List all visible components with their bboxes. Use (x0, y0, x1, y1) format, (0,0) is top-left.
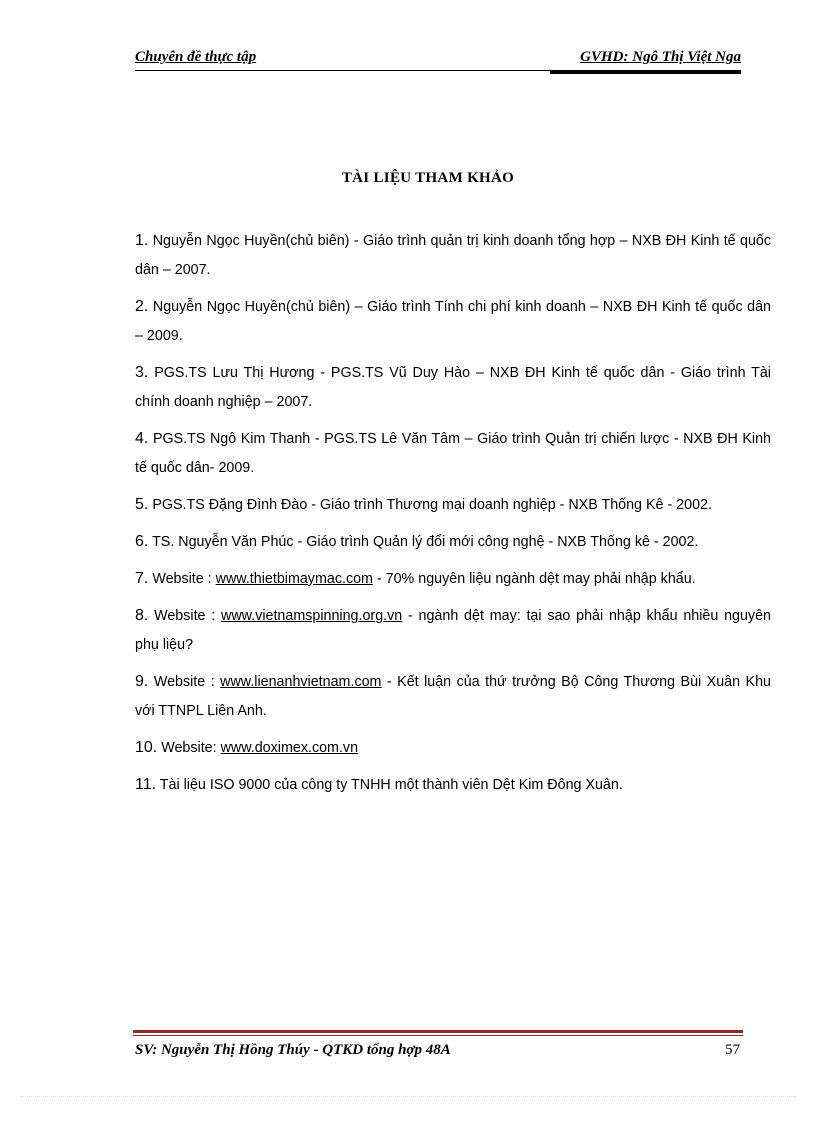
reference-item (135, 667, 771, 726)
reference-text: PGS.TS Lưu Thị Hương - PGS.TS Vũ Duy Hào – NXB ĐH Kinh tế quốc dân - Giáo trình Tài chính doanh nghiệp – 2007. (135, 365, 771, 410)
header-left-text: Chuyên đề thực tập (135, 49, 257, 65)
header-right-text: GVHD: Ngô Thị Việt Nga (580, 49, 741, 65)
reference-link[interactable]: www.doximex.com.vn (220, 740, 359, 756)
reference-text: PGS.TS Ngô Kim Thanh - PGS.TS Lê Văn Tâm – Giáo trình Quản trị chiến lược - NXB ĐH Kinh tế quốc dân- 2009. (135, 431, 771, 476)
footer-author: SV: Nguyễn Thị Hồng Thúy - QTKD tổng hợp 48A (135, 1042, 451, 1058)
reference-item (135, 358, 771, 417)
reference-number: 8. (135, 607, 149, 624)
reference-prefix: Website: (161, 740, 221, 756)
reference-text: Nguyễn Ngọc Huyền(chủ biên) – Giáo trình Tính chi phí kinh doanh – NXB ĐH Kinh tế quốc dân – 2009. (135, 299, 771, 344)
reference-number: 7. (135, 570, 149, 587)
reference-link[interactable]: www.thietbimaymac.com (215, 571, 373, 587)
reference-prefix: Website : (153, 674, 221, 690)
reference-number: 11. (135, 776, 157, 793)
reference-item (135, 601, 771, 660)
footer-rule-thick (133, 1030, 743, 1033)
header-rule-thick (550, 71, 741, 74)
page-break-line (20, 1096, 796, 1097)
reference-number: 10. (135, 739, 158, 756)
reference-text: Tài liệu ISO 9000 của công ty TNHH một thành viên Dệt Kim Đông Xuân. (159, 777, 623, 793)
reference-item (135, 292, 771, 351)
reference-suffix: - 70% nguyên liệu ngành dệt may phải nhập khẩu. (372, 571, 696, 587)
reference-number: 4. (135, 430, 149, 447)
reference-link[interactable]: www.vietnamspinning.org.vn (221, 608, 403, 624)
page-number: 57 (725, 1042, 740, 1058)
reference-link[interactable]: www.lienanhvietnam.com (220, 674, 382, 690)
reference-number: 6. (135, 533, 149, 550)
reference-prefix: Website : (154, 608, 222, 624)
footer-rule-thin (133, 1035, 743, 1036)
reference-text: PGS.TS Đặng Đình Đào - Giáo trình Thương mại doanh nghiệp - NXB Thống Kê - 2002. (152, 497, 712, 513)
reference-number: 1. (135, 232, 149, 249)
reference-item (135, 490, 771, 520)
page-title: TÀI LIỆU THAM KHẢO (341, 170, 515, 186)
reference-prefix: Website : (152, 571, 216, 587)
reference-item (135, 770, 771, 800)
reference-item (135, 733, 771, 763)
page-header (135, 49, 741, 71)
reference-item (135, 527, 771, 557)
reference-item (135, 226, 771, 285)
reference-text: Nguyễn Ngọc Huyền(chủ biên) - Giáo trình quản trị kinh doanh tổng hợp – NXB ĐH Kinh tế quốc dân – 2007. (135, 233, 771, 278)
reference-text: TS. Nguyễn Văn Phúc - Giáo trình Quản lý đổi mới công nghệ - NXB Thống kê - 2002. (152, 534, 699, 550)
reference-number: 2. (135, 298, 149, 315)
reference-suffix: - Kết luận của thứ trưởng Bộ Công Thương Bùi Xuân Khu với TTNPL Liên Anh. (135, 674, 771, 719)
reference-number: 9. (135, 673, 149, 690)
reference-number: 3. (135, 364, 149, 381)
reference-number: 5. (135, 496, 149, 513)
reference-item (135, 564, 771, 594)
reference-suffix: - ngành dệt may: tại sao phải nhập khẩu nhiều nguyên phụ liệu? (135, 608, 771, 653)
reference-item (135, 424, 771, 483)
reference-list (135, 226, 771, 807)
